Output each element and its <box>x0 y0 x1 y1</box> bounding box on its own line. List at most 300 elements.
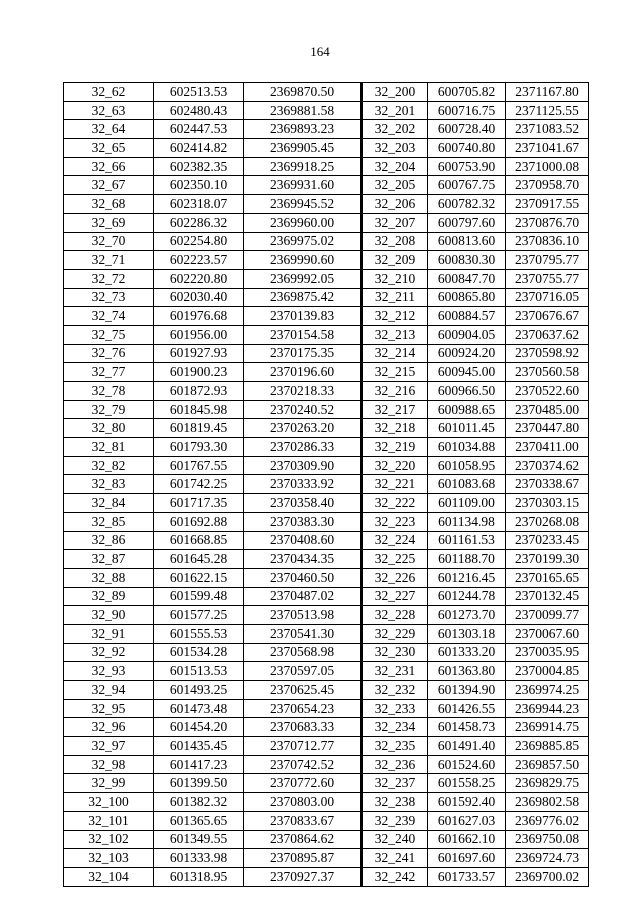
x-coordinate-cell: 601592.40 <box>428 793 506 812</box>
x-coordinate-cell: 600753.90 <box>428 157 506 176</box>
y-coordinate-cell: 2369750.08 <box>506 830 589 849</box>
y-coordinate-cell: 2369700.02 <box>506 867 589 886</box>
point-id-cell: 32_233 <box>362 699 428 718</box>
x-coordinate-cell: 600884.57 <box>428 307 506 326</box>
x-coordinate-cell: 600705.82 <box>428 83 506 102</box>
y-coordinate-cell: 2369974.25 <box>506 681 589 700</box>
point-id-cell: 32_97 <box>64 737 154 756</box>
point-id-cell: 32_75 <box>64 325 154 344</box>
x-coordinate-cell: 601767.55 <box>154 456 244 475</box>
point-id-cell: 32_62 <box>64 83 154 102</box>
y-coordinate-cell: 2370383.30 <box>244 512 362 531</box>
table-row <box>64 643 589 662</box>
table-row <box>64 568 589 587</box>
x-coordinate-cell: 601577.25 <box>154 606 244 625</box>
x-coordinate-cell: 600988.65 <box>428 400 506 419</box>
coordinate-table <box>63 82 589 887</box>
x-coordinate-cell: 600830.30 <box>428 251 506 270</box>
y-coordinate-cell: 2370067.60 <box>506 624 589 643</box>
point-id-cell: 32_224 <box>362 531 428 550</box>
y-coordinate-cell: 2370676.67 <box>506 307 589 326</box>
x-coordinate-cell: 601435.45 <box>154 737 244 756</box>
point-id-cell: 32_237 <box>362 774 428 793</box>
y-coordinate-cell: 2370434.35 <box>244 550 362 569</box>
y-coordinate-cell: 2370864.62 <box>244 830 362 849</box>
x-coordinate-cell: 601058.95 <box>428 456 506 475</box>
y-coordinate-cell: 2370411.00 <box>506 438 589 457</box>
y-coordinate-cell: 2371000.08 <box>506 157 589 176</box>
y-coordinate-cell: 2369944.23 <box>506 699 589 718</box>
y-coordinate-cell: 2370268.08 <box>506 512 589 531</box>
point-id-cell: 32_202 <box>362 120 428 139</box>
y-coordinate-cell: 2369870.50 <box>244 83 362 102</box>
point-id-cell: 32_222 <box>362 494 428 513</box>
point-id-cell: 32_219 <box>362 438 428 457</box>
table-row <box>64 456 589 475</box>
y-coordinate-cell: 2370139.83 <box>244 307 362 326</box>
y-coordinate-cell: 2370836.10 <box>506 232 589 251</box>
table-row <box>64 793 589 812</box>
table-row <box>64 400 589 419</box>
point-id-cell: 32_218 <box>362 419 428 438</box>
point-id-cell: 32_209 <box>362 251 428 270</box>
point-id-cell: 32_89 <box>64 587 154 606</box>
y-coordinate-cell: 2371167.80 <box>506 83 589 102</box>
x-coordinate-cell: 600767.75 <box>428 176 506 195</box>
table-row <box>64 737 589 756</box>
x-coordinate-cell: 601493.25 <box>154 681 244 700</box>
point-id-cell: 32_81 <box>64 438 154 457</box>
point-id-cell: 32_93 <box>64 662 154 681</box>
point-id-cell: 32_71 <box>64 251 154 270</box>
table-row <box>64 269 589 288</box>
y-coordinate-cell: 2370487.02 <box>244 587 362 606</box>
y-coordinate-cell: 2370637.62 <box>506 325 589 344</box>
y-coordinate-cell: 2370568.98 <box>244 643 362 662</box>
x-coordinate-cell: 601363.80 <box>428 662 506 681</box>
x-coordinate-cell: 600904.05 <box>428 325 506 344</box>
point-id-cell: 32_242 <box>362 867 428 886</box>
point-id-cell: 32_100 <box>64 793 154 812</box>
y-coordinate-cell: 2370803.00 <box>244 793 362 812</box>
point-id-cell: 32_212 <box>362 307 428 326</box>
y-coordinate-cell: 2370716.05 <box>506 288 589 307</box>
y-coordinate-cell: 2369893.23 <box>244 120 362 139</box>
x-coordinate-cell: 602254.80 <box>154 232 244 251</box>
point-id-cell: 32_220 <box>362 456 428 475</box>
x-coordinate-cell: 601273.70 <box>428 606 506 625</box>
y-coordinate-cell: 2370513.98 <box>244 606 362 625</box>
y-coordinate-cell: 2370263.20 <box>244 419 362 438</box>
x-coordinate-cell: 601793.30 <box>154 438 244 457</box>
point-id-cell: 32_228 <box>362 606 428 625</box>
point-id-cell: 32_83 <box>64 475 154 494</box>
point-id-cell: 32_239 <box>362 811 428 830</box>
table-row <box>64 531 589 550</box>
x-coordinate-cell: 601976.68 <box>154 307 244 326</box>
point-id-cell: 32_225 <box>362 550 428 569</box>
x-coordinate-cell: 601733.57 <box>428 867 506 886</box>
x-coordinate-cell: 601845.98 <box>154 400 244 419</box>
x-coordinate-cell: 601365.65 <box>154 811 244 830</box>
y-coordinate-cell: 2369776.02 <box>506 811 589 830</box>
point-id-cell: 32_214 <box>362 344 428 363</box>
point-id-cell: 32_76 <box>64 344 154 363</box>
point-id-cell: 32_70 <box>64 232 154 251</box>
y-coordinate-cell: 2370895.87 <box>244 849 362 868</box>
x-coordinate-cell: 601458.73 <box>428 718 506 737</box>
point-id-cell: 32_85 <box>64 512 154 531</box>
table-row <box>64 811 589 830</box>
x-coordinate-cell: 600865.80 <box>428 288 506 307</box>
x-coordinate-cell: 601524.60 <box>428 755 506 774</box>
x-coordinate-cell: 601627.03 <box>428 811 506 830</box>
y-coordinate-cell: 2371083.52 <box>506 120 589 139</box>
y-coordinate-cell: 2370795.77 <box>506 251 589 270</box>
x-coordinate-cell: 602223.57 <box>154 251 244 270</box>
table-row <box>64 363 589 382</box>
y-coordinate-cell: 2370447.80 <box>506 419 589 438</box>
point-id-cell: 32_231 <box>362 662 428 681</box>
table-row <box>64 681 589 700</box>
y-coordinate-cell: 2370286.33 <box>244 438 362 457</box>
point-id-cell: 32_80 <box>64 419 154 438</box>
y-coordinate-cell: 2369914.75 <box>506 718 589 737</box>
table-row <box>64 699 589 718</box>
page-number: 164 <box>310 44 330 59</box>
point-id-cell: 32_84 <box>64 494 154 513</box>
x-coordinate-cell: 601645.28 <box>154 550 244 569</box>
point-id-cell: 32_99 <box>64 774 154 793</box>
point-id-cell: 32_205 <box>362 176 428 195</box>
table-row <box>64 512 589 531</box>
point-id-cell: 32_102 <box>64 830 154 849</box>
y-coordinate-cell: 2370683.33 <box>244 718 362 737</box>
x-coordinate-cell: 601011.45 <box>428 419 506 438</box>
point-id-cell: 32_236 <box>362 755 428 774</box>
y-coordinate-cell: 2369905.45 <box>244 139 362 158</box>
table-row <box>64 774 589 793</box>
y-coordinate-cell: 2369990.60 <box>244 251 362 270</box>
point-id-cell: 32_90 <box>64 606 154 625</box>
point-id-cell: 32_82 <box>64 456 154 475</box>
point-id-cell: 32_235 <box>362 737 428 756</box>
y-coordinate-cell: 2370358.40 <box>244 494 362 513</box>
y-coordinate-cell: 2370833.67 <box>244 811 362 830</box>
point-id-cell: 32_226 <box>362 568 428 587</box>
point-id-cell: 32_227 <box>362 587 428 606</box>
x-coordinate-cell: 601161.53 <box>428 531 506 550</box>
x-coordinate-cell: 601927.93 <box>154 344 244 363</box>
point-id-cell: 32_101 <box>64 811 154 830</box>
point-id-cell: 32_240 <box>362 830 428 849</box>
point-id-cell: 32_215 <box>362 363 428 382</box>
point-id-cell: 32_241 <box>362 849 428 868</box>
x-coordinate-cell: 601382.32 <box>154 793 244 812</box>
point-id-cell: 32_96 <box>64 718 154 737</box>
x-coordinate-cell: 600847.70 <box>428 269 506 288</box>
x-coordinate-cell: 601134.98 <box>428 512 506 531</box>
table-row <box>64 83 589 102</box>
y-coordinate-cell: 2369829.75 <box>506 774 589 793</box>
y-coordinate-cell: 2370917.55 <box>506 195 589 214</box>
y-coordinate-cell: 2370560.58 <box>506 363 589 382</box>
x-coordinate-cell: 601318.95 <box>154 867 244 886</box>
y-coordinate-cell: 2370218.33 <box>244 382 362 401</box>
y-coordinate-cell: 2370712.77 <box>244 737 362 756</box>
x-coordinate-cell: 600924.20 <box>428 344 506 363</box>
x-coordinate-cell: 601555.53 <box>154 624 244 643</box>
y-coordinate-cell: 2370338.67 <box>506 475 589 494</box>
table-row <box>64 475 589 494</box>
x-coordinate-cell: 601188.70 <box>428 550 506 569</box>
y-coordinate-cell: 2369857.50 <box>506 755 589 774</box>
point-id-cell: 32_203 <box>362 139 428 158</box>
point-id-cell: 32_204 <box>362 157 428 176</box>
y-coordinate-cell: 2370165.65 <box>506 568 589 587</box>
y-coordinate-cell: 2370154.58 <box>244 325 362 344</box>
point-id-cell: 32_238 <box>362 793 428 812</box>
y-coordinate-cell: 2370927.37 <box>244 867 362 886</box>
point-id-cell: 32_69 <box>64 213 154 232</box>
y-coordinate-cell: 2370175.35 <box>244 344 362 363</box>
x-coordinate-cell: 601534.28 <box>154 643 244 662</box>
x-coordinate-cell: 601394.90 <box>428 681 506 700</box>
y-coordinate-cell: 2370485.00 <box>506 400 589 419</box>
point-id-cell: 32_64 <box>64 120 154 139</box>
point-id-cell: 32_63 <box>64 101 154 120</box>
y-coordinate-cell: 2369885.85 <box>506 737 589 756</box>
x-coordinate-cell: 601303.18 <box>428 624 506 643</box>
y-coordinate-cell: 2370303.15 <box>506 494 589 513</box>
point-id-cell: 32_67 <box>64 176 154 195</box>
point-id-cell: 32_104 <box>64 867 154 886</box>
x-coordinate-cell: 602382.35 <box>154 157 244 176</box>
y-coordinate-cell: 2371041.67 <box>506 139 589 158</box>
table-row <box>64 587 589 606</box>
y-coordinate-cell: 2370408.60 <box>244 531 362 550</box>
table-row <box>64 139 589 158</box>
x-coordinate-cell: 600813.60 <box>428 232 506 251</box>
y-coordinate-cell: 2369918.25 <box>244 157 362 176</box>
table-row <box>64 662 589 681</box>
x-coordinate-cell: 601513.53 <box>154 662 244 681</box>
table-row <box>64 606 589 625</box>
y-coordinate-cell: 2369881.58 <box>244 101 362 120</box>
y-coordinate-cell: 2370199.30 <box>506 550 589 569</box>
y-coordinate-cell: 2370755.77 <box>506 269 589 288</box>
point-id-cell: 32_94 <box>64 681 154 700</box>
table-row <box>64 382 589 401</box>
y-coordinate-cell: 2369931.60 <box>244 176 362 195</box>
y-coordinate-cell: 2369875.42 <box>244 288 362 307</box>
x-coordinate-cell: 601216.45 <box>428 568 506 587</box>
point-id-cell: 32_91 <box>64 624 154 643</box>
table-row <box>64 755 589 774</box>
point-id-cell: 32_79 <box>64 400 154 419</box>
point-id-cell: 32_211 <box>362 288 428 307</box>
table-row <box>64 494 589 513</box>
table-row <box>64 176 589 195</box>
point-id-cell: 32_221 <box>362 475 428 494</box>
point-id-cell: 32_87 <box>64 550 154 569</box>
table-row <box>64 718 589 737</box>
table-row <box>64 101 589 120</box>
table-row <box>64 157 589 176</box>
x-coordinate-cell: 601034.88 <box>428 438 506 457</box>
point-id-cell: 32_72 <box>64 269 154 288</box>
point-id-cell: 32_66 <box>64 157 154 176</box>
point-id-cell: 32_208 <box>362 232 428 251</box>
point-id-cell: 32_207 <box>362 213 428 232</box>
point-id-cell: 32_86 <box>64 531 154 550</box>
x-coordinate-cell: 601558.25 <box>428 774 506 793</box>
x-coordinate-cell: 601473.48 <box>154 699 244 718</box>
table-row <box>64 438 589 457</box>
table-row <box>64 232 589 251</box>
table-row <box>64 213 589 232</box>
table-row <box>64 830 589 849</box>
point-id-cell: 32_234 <box>362 718 428 737</box>
x-coordinate-cell: 600945.00 <box>428 363 506 382</box>
point-id-cell: 32_103 <box>64 849 154 868</box>
table-row <box>64 325 589 344</box>
x-coordinate-cell: 601109.00 <box>428 494 506 513</box>
y-coordinate-cell: 2370876.70 <box>506 213 589 232</box>
coordinate-table-body <box>64 83 589 887</box>
x-coordinate-cell: 601426.55 <box>428 699 506 718</box>
y-coordinate-cell: 2369802.58 <box>506 793 589 812</box>
point-id-cell: 32_95 <box>64 699 154 718</box>
point-id-cell: 32_206 <box>362 195 428 214</box>
y-coordinate-cell: 2370196.60 <box>244 363 362 382</box>
y-coordinate-cell: 2370460.50 <box>244 568 362 587</box>
x-coordinate-cell: 600716.75 <box>428 101 506 120</box>
table-row <box>64 867 589 886</box>
point-id-cell: 32_74 <box>64 307 154 326</box>
x-coordinate-cell: 600797.60 <box>428 213 506 232</box>
x-coordinate-cell: 600728.40 <box>428 120 506 139</box>
x-coordinate-cell: 602318.07 <box>154 195 244 214</box>
y-coordinate-cell: 2370374.62 <box>506 456 589 475</box>
x-coordinate-cell: 602447.53 <box>154 120 244 139</box>
point-id-cell: 32_88 <box>64 568 154 587</box>
y-coordinate-cell: 2369724.73 <box>506 849 589 868</box>
y-coordinate-cell: 2370004.85 <box>506 662 589 681</box>
x-coordinate-cell: 601668.85 <box>154 531 244 550</box>
y-coordinate-cell: 2369975.02 <box>244 232 362 251</box>
point-id-cell: 32_92 <box>64 643 154 662</box>
y-coordinate-cell: 2370233.45 <box>506 531 589 550</box>
table-row <box>64 849 589 868</box>
x-coordinate-cell: 602030.40 <box>154 288 244 307</box>
x-coordinate-cell: 601349.55 <box>154 830 244 849</box>
y-coordinate-cell: 2370132.45 <box>506 587 589 606</box>
point-id-cell: 32_223 <box>362 512 428 531</box>
x-coordinate-cell: 600966.50 <box>428 382 506 401</box>
y-coordinate-cell: 2370654.23 <box>244 699 362 718</box>
x-coordinate-cell: 601333.98 <box>154 849 244 868</box>
point-id-cell: 32_68 <box>64 195 154 214</box>
table-row <box>64 251 589 270</box>
y-coordinate-cell: 2370625.45 <box>244 681 362 700</box>
point-id-cell: 32_65 <box>64 139 154 158</box>
y-coordinate-cell: 2370333.92 <box>244 475 362 494</box>
y-coordinate-cell: 2369960.00 <box>244 213 362 232</box>
x-coordinate-cell: 601956.00 <box>154 325 244 344</box>
x-coordinate-cell: 601692.88 <box>154 512 244 531</box>
y-coordinate-cell: 2370240.52 <box>244 400 362 419</box>
y-coordinate-cell: 2370597.05 <box>244 662 362 681</box>
y-coordinate-cell: 2370598.92 <box>506 344 589 363</box>
point-id-cell: 32_78 <box>64 382 154 401</box>
y-coordinate-cell: 2371125.55 <box>506 101 589 120</box>
y-coordinate-cell: 2370309.90 <box>244 456 362 475</box>
y-coordinate-cell: 2370522.60 <box>506 382 589 401</box>
y-coordinate-cell: 2369945.52 <box>244 195 362 214</box>
x-coordinate-cell: 600740.80 <box>428 139 506 158</box>
x-coordinate-cell: 601742.25 <box>154 475 244 494</box>
point-id-cell: 32_210 <box>362 269 428 288</box>
x-coordinate-cell: 601454.20 <box>154 718 244 737</box>
y-coordinate-cell: 2369992.05 <box>244 269 362 288</box>
x-coordinate-cell: 601900.23 <box>154 363 244 382</box>
x-coordinate-cell: 601599.48 <box>154 587 244 606</box>
table-row <box>64 624 589 643</box>
point-id-cell: 32_229 <box>362 624 428 643</box>
x-coordinate-cell: 602350.10 <box>154 176 244 195</box>
point-id-cell: 32_98 <box>64 755 154 774</box>
point-id-cell: 32_232 <box>362 681 428 700</box>
point-id-cell: 32_77 <box>64 363 154 382</box>
x-coordinate-cell: 602286.32 <box>154 213 244 232</box>
y-coordinate-cell: 2370772.60 <box>244 774 362 793</box>
point-id-cell: 32_216 <box>362 382 428 401</box>
x-coordinate-cell: 601819.45 <box>154 419 244 438</box>
table-row <box>64 550 589 569</box>
x-coordinate-cell: 601697.60 <box>428 849 506 868</box>
point-id-cell: 32_73 <box>64 288 154 307</box>
table-row <box>64 419 589 438</box>
x-coordinate-cell: 601399.50 <box>154 774 244 793</box>
x-coordinate-cell: 601717.35 <box>154 494 244 513</box>
table-row <box>64 120 589 139</box>
y-coordinate-cell: 2370035.95 <box>506 643 589 662</box>
x-coordinate-cell: 601872.93 <box>154 382 244 401</box>
x-coordinate-cell: 601491.40 <box>428 737 506 756</box>
y-coordinate-cell: 2370958.70 <box>506 176 589 195</box>
point-id-cell: 32_213 <box>362 325 428 344</box>
x-coordinate-cell: 601417.23 <box>154 755 244 774</box>
y-coordinate-cell: 2370742.52 <box>244 755 362 774</box>
y-coordinate-cell: 2370099.77 <box>506 606 589 625</box>
x-coordinate-cell: 602513.53 <box>154 83 244 102</box>
x-coordinate-cell: 601333.20 <box>428 643 506 662</box>
table-row <box>64 288 589 307</box>
x-coordinate-cell: 601244.78 <box>428 587 506 606</box>
x-coordinate-cell: 601083.68 <box>428 475 506 494</box>
y-coordinate-cell: 2370541.30 <box>244 624 362 643</box>
point-id-cell: 32_200 <box>362 83 428 102</box>
x-coordinate-cell: 601622.15 <box>154 568 244 587</box>
x-coordinate-cell: 602480.43 <box>154 101 244 120</box>
table-row <box>64 344 589 363</box>
x-coordinate-cell: 600782.32 <box>428 195 506 214</box>
point-id-cell: 32_230 <box>362 643 428 662</box>
table-row <box>64 195 589 214</box>
x-coordinate-cell: 601662.10 <box>428 830 506 849</box>
x-coordinate-cell: 602220.80 <box>154 269 244 288</box>
